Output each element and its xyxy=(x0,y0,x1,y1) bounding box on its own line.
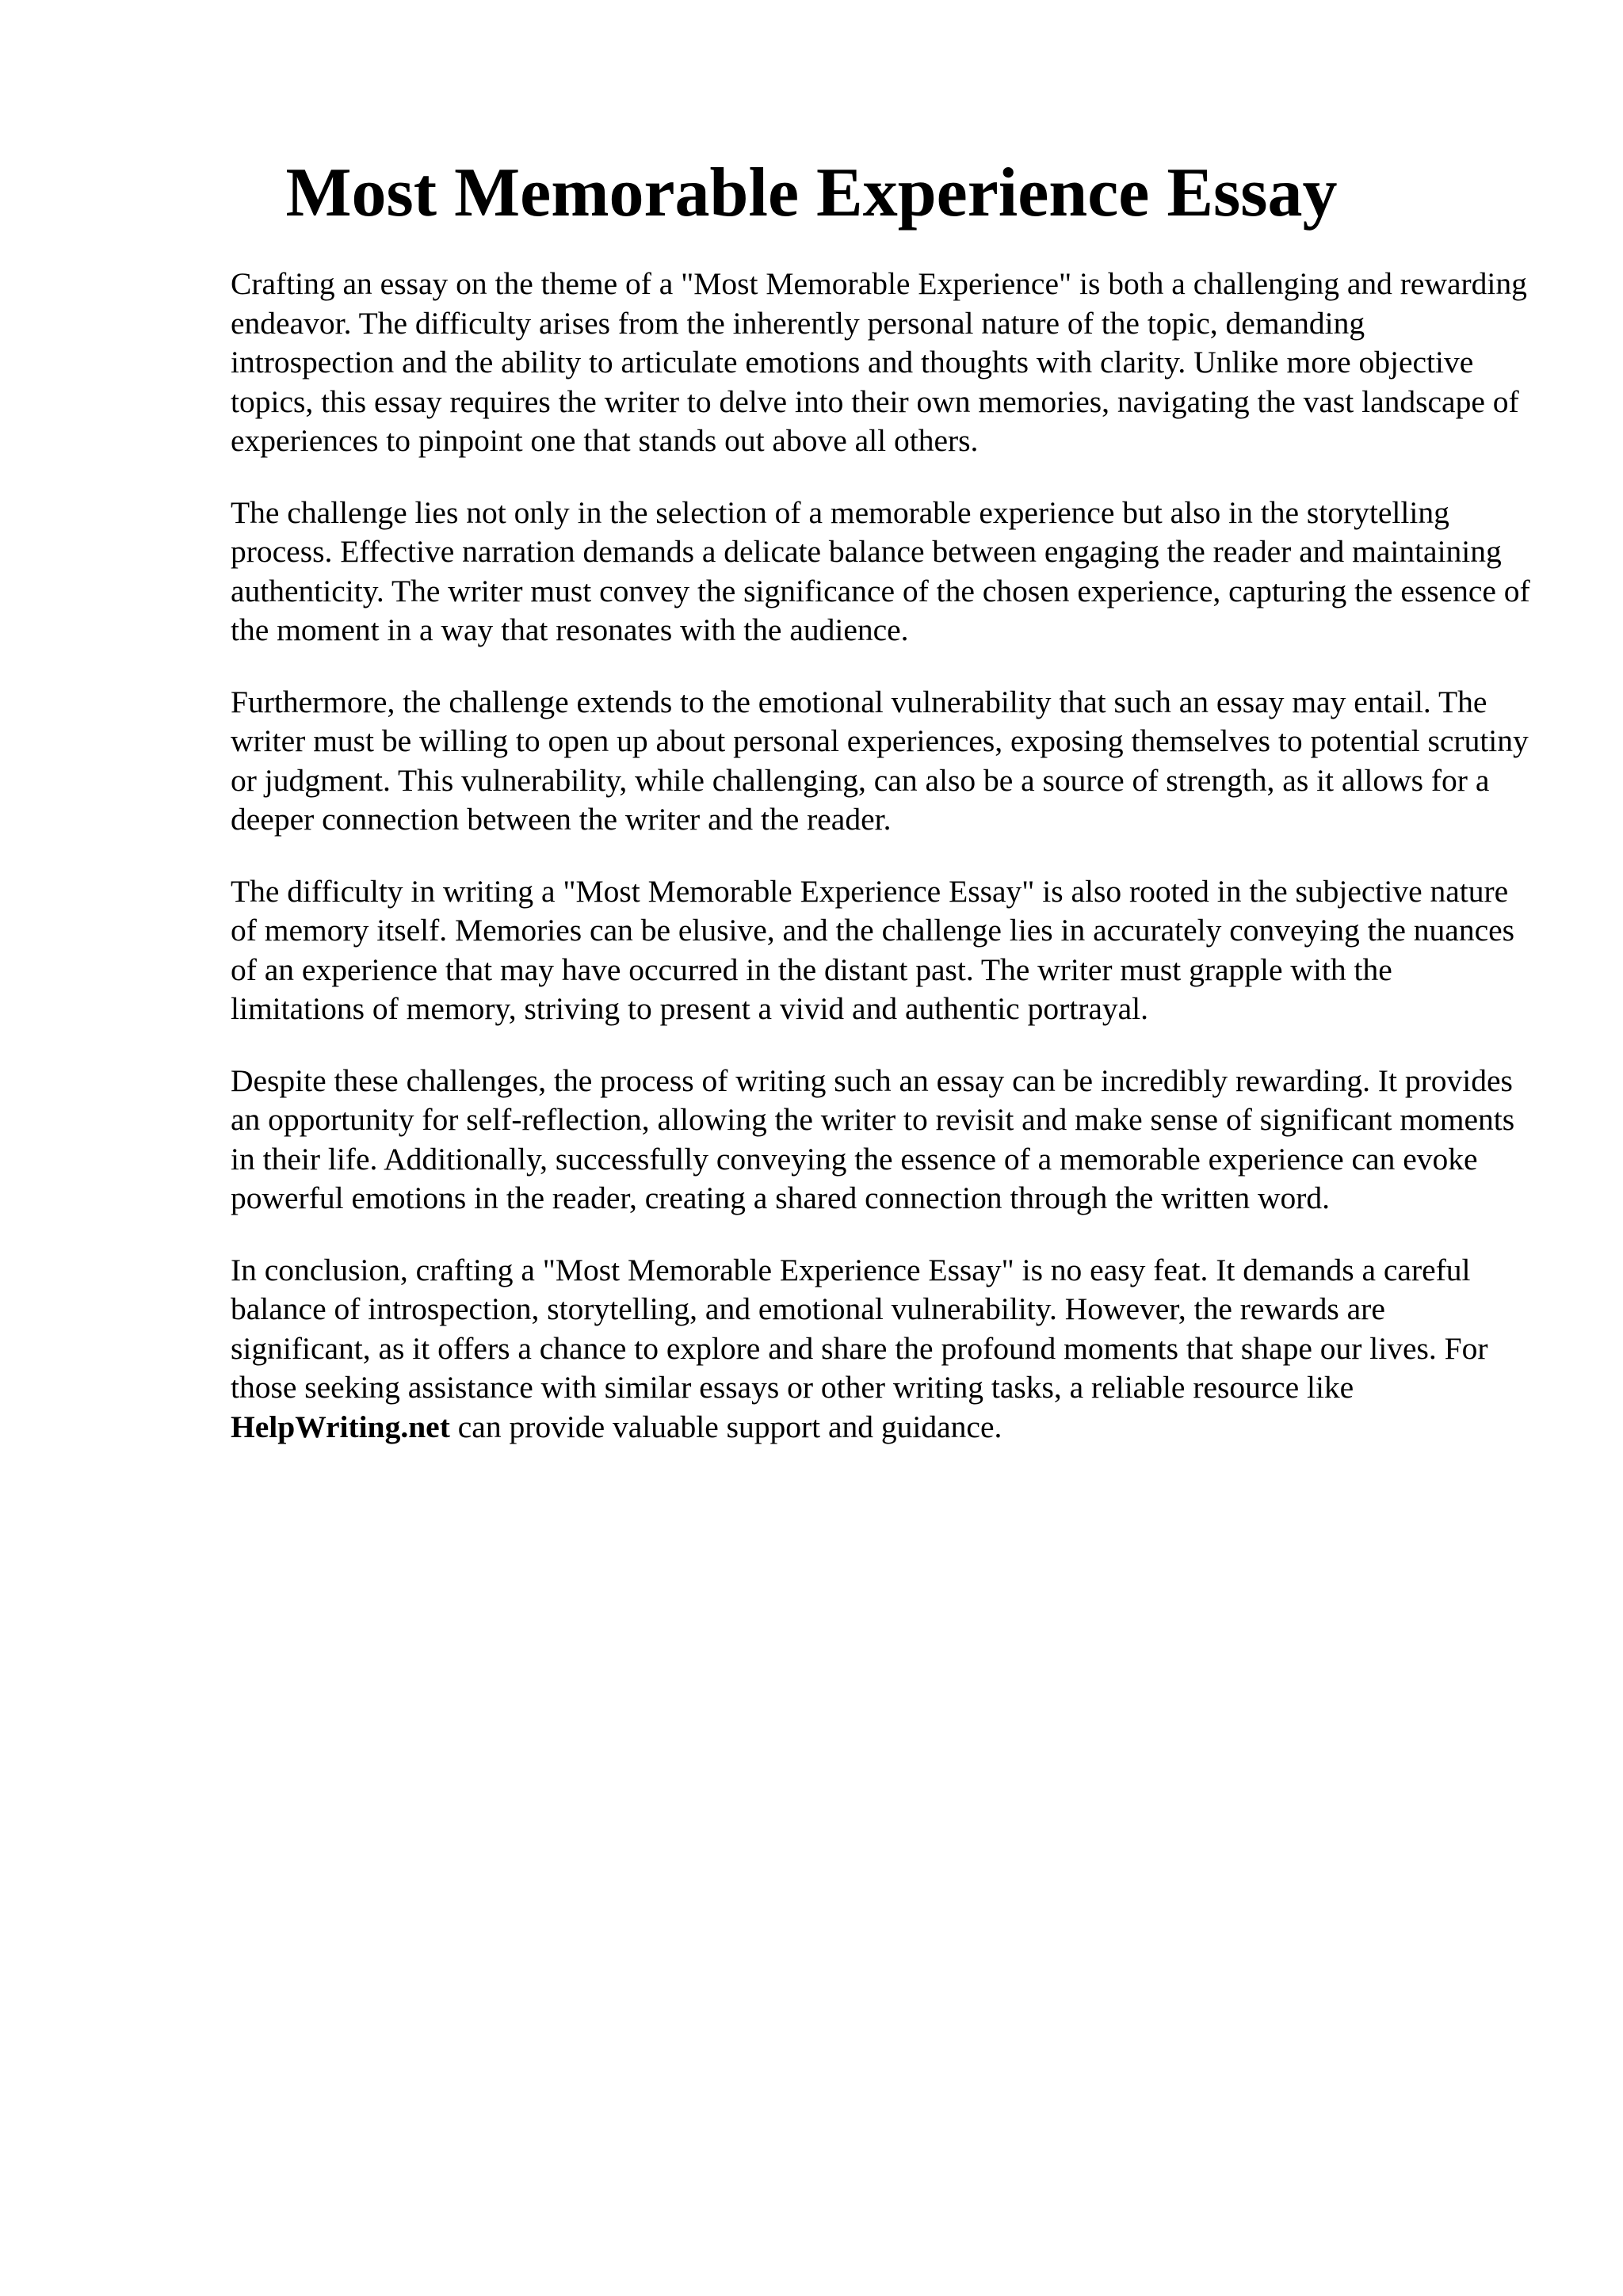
paragraph-3: Furthermore, the challenge extends to the emotional vulnerability that such an essay may entail. The writer must be willing to open up about personal experiences, exposing themselves to potential scrutiny or judgment. This vulnerability, while challenging, can also be a source of strength, as it allows for a deeper connection between the writer and the reader. xyxy=(231,684,1529,837)
helpwriting-link[interactable]: HelpWriting.net xyxy=(231,1409,450,1444)
document-title: Most Memorable Experience Essay xyxy=(285,154,1338,231)
conclusion-text-before-link: In conclusion, crafting a "Most Memorable Experience Essay" is no easy feat. It demands a careful balance of introspection, storytelling, and emotional vulnerability. However, the rewards are significant, as it offers a chance to explore and share the profound moments that shape our lives. For those seeking assistance with similar essays or other writing tasks, a reliable resource like xyxy=(231,1252,1488,1405)
paragraph-2: The challenge lies not only in the selection of a memorable experience but also in the storytelling process. Effective narration demands a delicate balance between engaging the reader and maintaining authenticity. The writer must convey the significance of the chosen experience, capturing the essence of the moment in a way that resonates with the audience. xyxy=(231,494,1530,647)
paragraph-4: The difficulty in writing a "Most Memorable Experience Essay" is also rooted in the subjective nature of memory itself. Memories can be elusive, and the challenge lies in accurately conveying the nuances of an experience that may have occurred in the distant past. The writer must grapple with the limitations of memory, striving to present a vivid and authentic portrayal. xyxy=(231,873,1515,1026)
paragraph-conclusion xyxy=(231,1251,1530,1447)
document-body xyxy=(231,265,1530,1479)
conclusion-text-after-link: can provide valuable support and guidance. xyxy=(457,1409,1002,1444)
paragraph-1: Crafting an essay on the theme of a "Most Memorable Experience" is both a challenging and rewarding endeavor. The difficulty arises from the inherently personal nature of the topic, demanding introspection and the ability to articulate emotions and thoughts with clarity. Unlike more objective topics, this essay requires the writer to delve into their own memories, navigating the vast landscape of experiences to pinpoint one that stands out above all others. xyxy=(231,266,1527,458)
paragraph-5: Despite these challenges, the process of writing such an essay can be incredibly rewarding. It provides an opportunity for self-reflection, allowing the writer to revisit and make sense of significant moments in their life. Additionally, successfully conveying the essence of a memorable experience can evoke powerful emotions in the reader, creating a shared connection through the written word. xyxy=(231,1062,1515,1215)
